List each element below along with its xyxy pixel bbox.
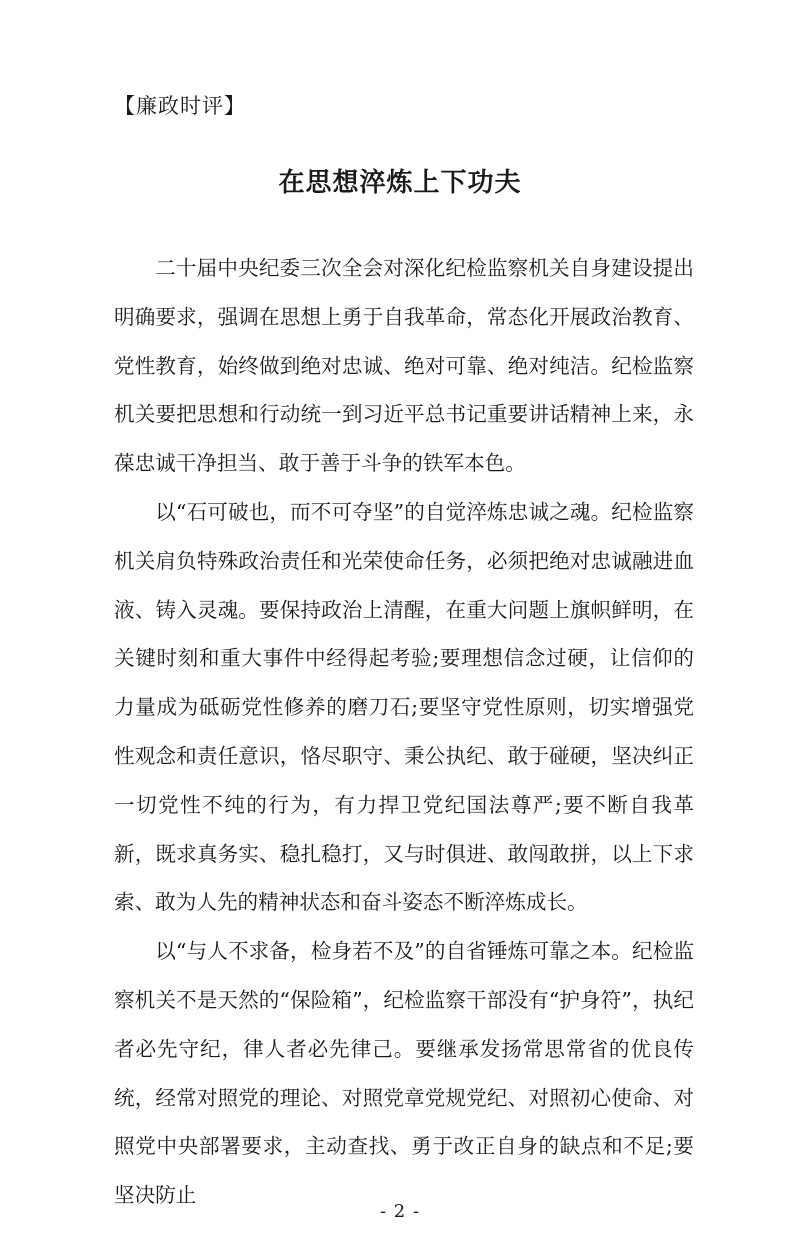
paragraph-3: 以“与人不求备，检身若不及”的自省锤炼可靠之本。纪检监察机关不是天然的“保险箱”，纪检监察干部没有“护身符”，执纪者必先守纪，律人者必先律己。要继承发扬常思常省的优良传统，经常对照党的理论、对照党章党规党纪、对照初心使命、对照党中央部署要求，主动查找、勇于改正自身的缺点和不足;要坚决防止 <box>114 939 694 1208</box>
column-tag: 【廉政时评】 <box>114 94 246 118</box>
article-body <box>114 244 694 1220</box>
paragraph-1: 二十届中央纪委三次全会对深化纪检监察机关自身建设提出明确要求，强调在思想上勇于自我革命，常态化开展政治教育、党性教育，始终做到绝对忠诚、绝对可靠、绝对纯洁。纪检监察机关要把思想和行动统一到习近平总书记重要讲话精神上来，永葆忠诚干净担当、敢于善于斗争的铁军本色。 <box>114 256 694 476</box>
paragraph-2: 以“石可破也，而不可夺坚”的自觉淬炼忠诚之魂。纪检监察机关肩负特殊政治责任和光荣使命任务，必须把绝对忠诚融进血液、铸入灵魂。要保持政治上清醒，在重大问题上旗帜鲜明，在关键时刻和重大事件中经得起考验;要理想信念过硬，让信仰的力量成为砥砺党性修养的磨刀石;要坚守党性原则，切实增强党性观念和责任意识，恪尽职守、秉公执纪、敢于碰硬，坚决纠正一切党性不纯的行为，有力捍卫党纪国法尊严;要不断自我革新，既求真务实、稳扎稳打，又与时俱进、敢闯敢拼，以上下求索、敢为人先的精神状态和奋斗姿态不断淬炼成长。 <box>114 499 694 915</box>
article-title: 在思想淬炼上下功夫 <box>278 168 522 198</box>
page-number: - 2 - <box>379 1201 421 1222</box>
